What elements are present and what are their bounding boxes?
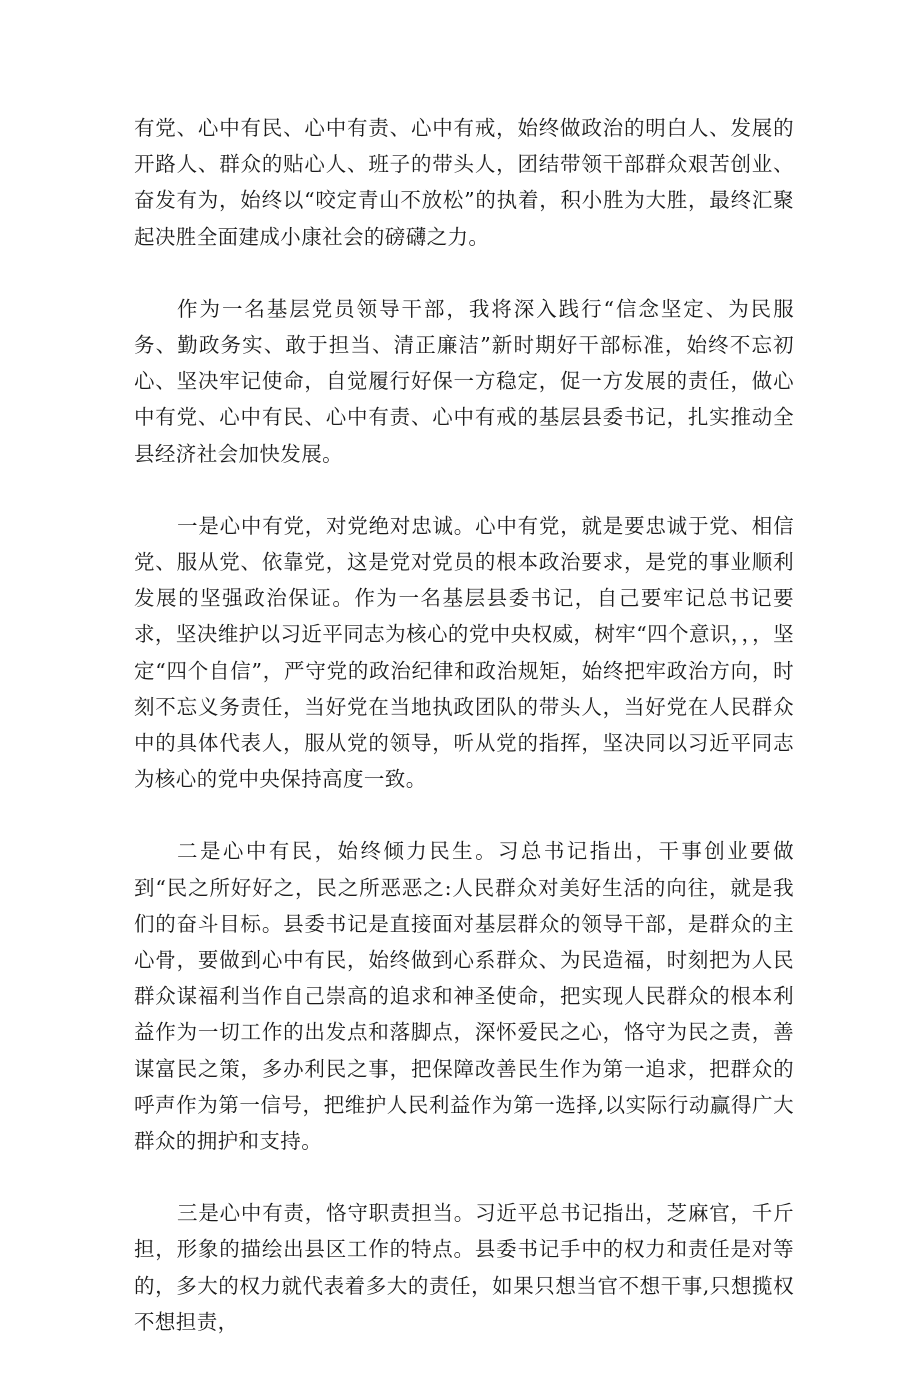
paragraph-party-loyalty: 一是心中有党，对党绝对忠诚。心中有党，就是要忠诚于党、相信党、服从党、依靠党，这是党对党员的根本政治要求，是党的事业顺利发展的坚强政治保证。作为一名基层县委书记，自己要牢记总书记要求，坚决维护以习近平同志为核心的党中央权威，树牢“四个意识，，，坚定“四个自信”，严守党的政治纪律和政治规矩，始终把牢政治方向，时刻不忘义务责任，当好党在当地执政团队的带头人，当好党在人民群众中的具体代表人，服从党的领导，听从党的指挥，坚决同以习近平同志为核心的党中央保持高度一致。 xyxy=(134,513,794,792)
paragraph-people-livelihood: 二是心中有民，始终倾力民生。习总书记指出，干事创业要做到“民之所好好之，民之所恶恶之:人民群众对美好生活的向往，就是我们的奋斗目标。县委书记是直接面对基层群众的领导干部，是群众的主心骨，要做到心中有民，始终做到心系群众、为民造福，时刻把为人民群众谋福利当作自己崇高的追求和神圣使命，把实现人民群众的根本利益作为一切工作的出发点和落脚点，深怀爱民之心，恪守为民之责，善谋富民之策，多办利民之事，把保障改善民生作为第一追求，把群众的呼声作为第一信号，把维护人民利益作为第一选择,以实际行动赢得广大群众的拥护和支持。 xyxy=(134,839,794,1154)
paragraph-commitment: 作为一名基层党员领导干部，我将深入践行“信念坚定、为民服务、勤政务实、敢于担当、清正廉洁”新时期好干部标准，始终不忘初心、坚决牢记使命，自觉履行好保一方稳定，促一方发展的责任，做心中有党、心中有民、心中有责、心中有戒的基层县委书记，扎实推动全县经济社会加快发展。 xyxy=(134,296,794,466)
paragraph-continuation: 有党、心中有民、心中有责、心中有戒，始终做政治的明白人、发展的开路人、群众的贴心人、班子的带头人，团结带领干部群众艰苦创业、奋发有为，始终以“咬定青山不放松”的执着，积小胜为大胜，最终汇聚起决胜全面建成小康社会的磅礴之力。 xyxy=(134,116,794,249)
document-body xyxy=(134,110,794,1376)
paragraph-responsibility: 三是心中有责，恪守职责担当。习近平总书记指出，芝麻官，千斤担，形象的描绘出县区工作的特点。县委书记手中的权力和责任是对等的，多大的权力就代表着多大的责任，如果只想当官不想干事,只想揽权不想担责， xyxy=(134,1201,794,1334)
